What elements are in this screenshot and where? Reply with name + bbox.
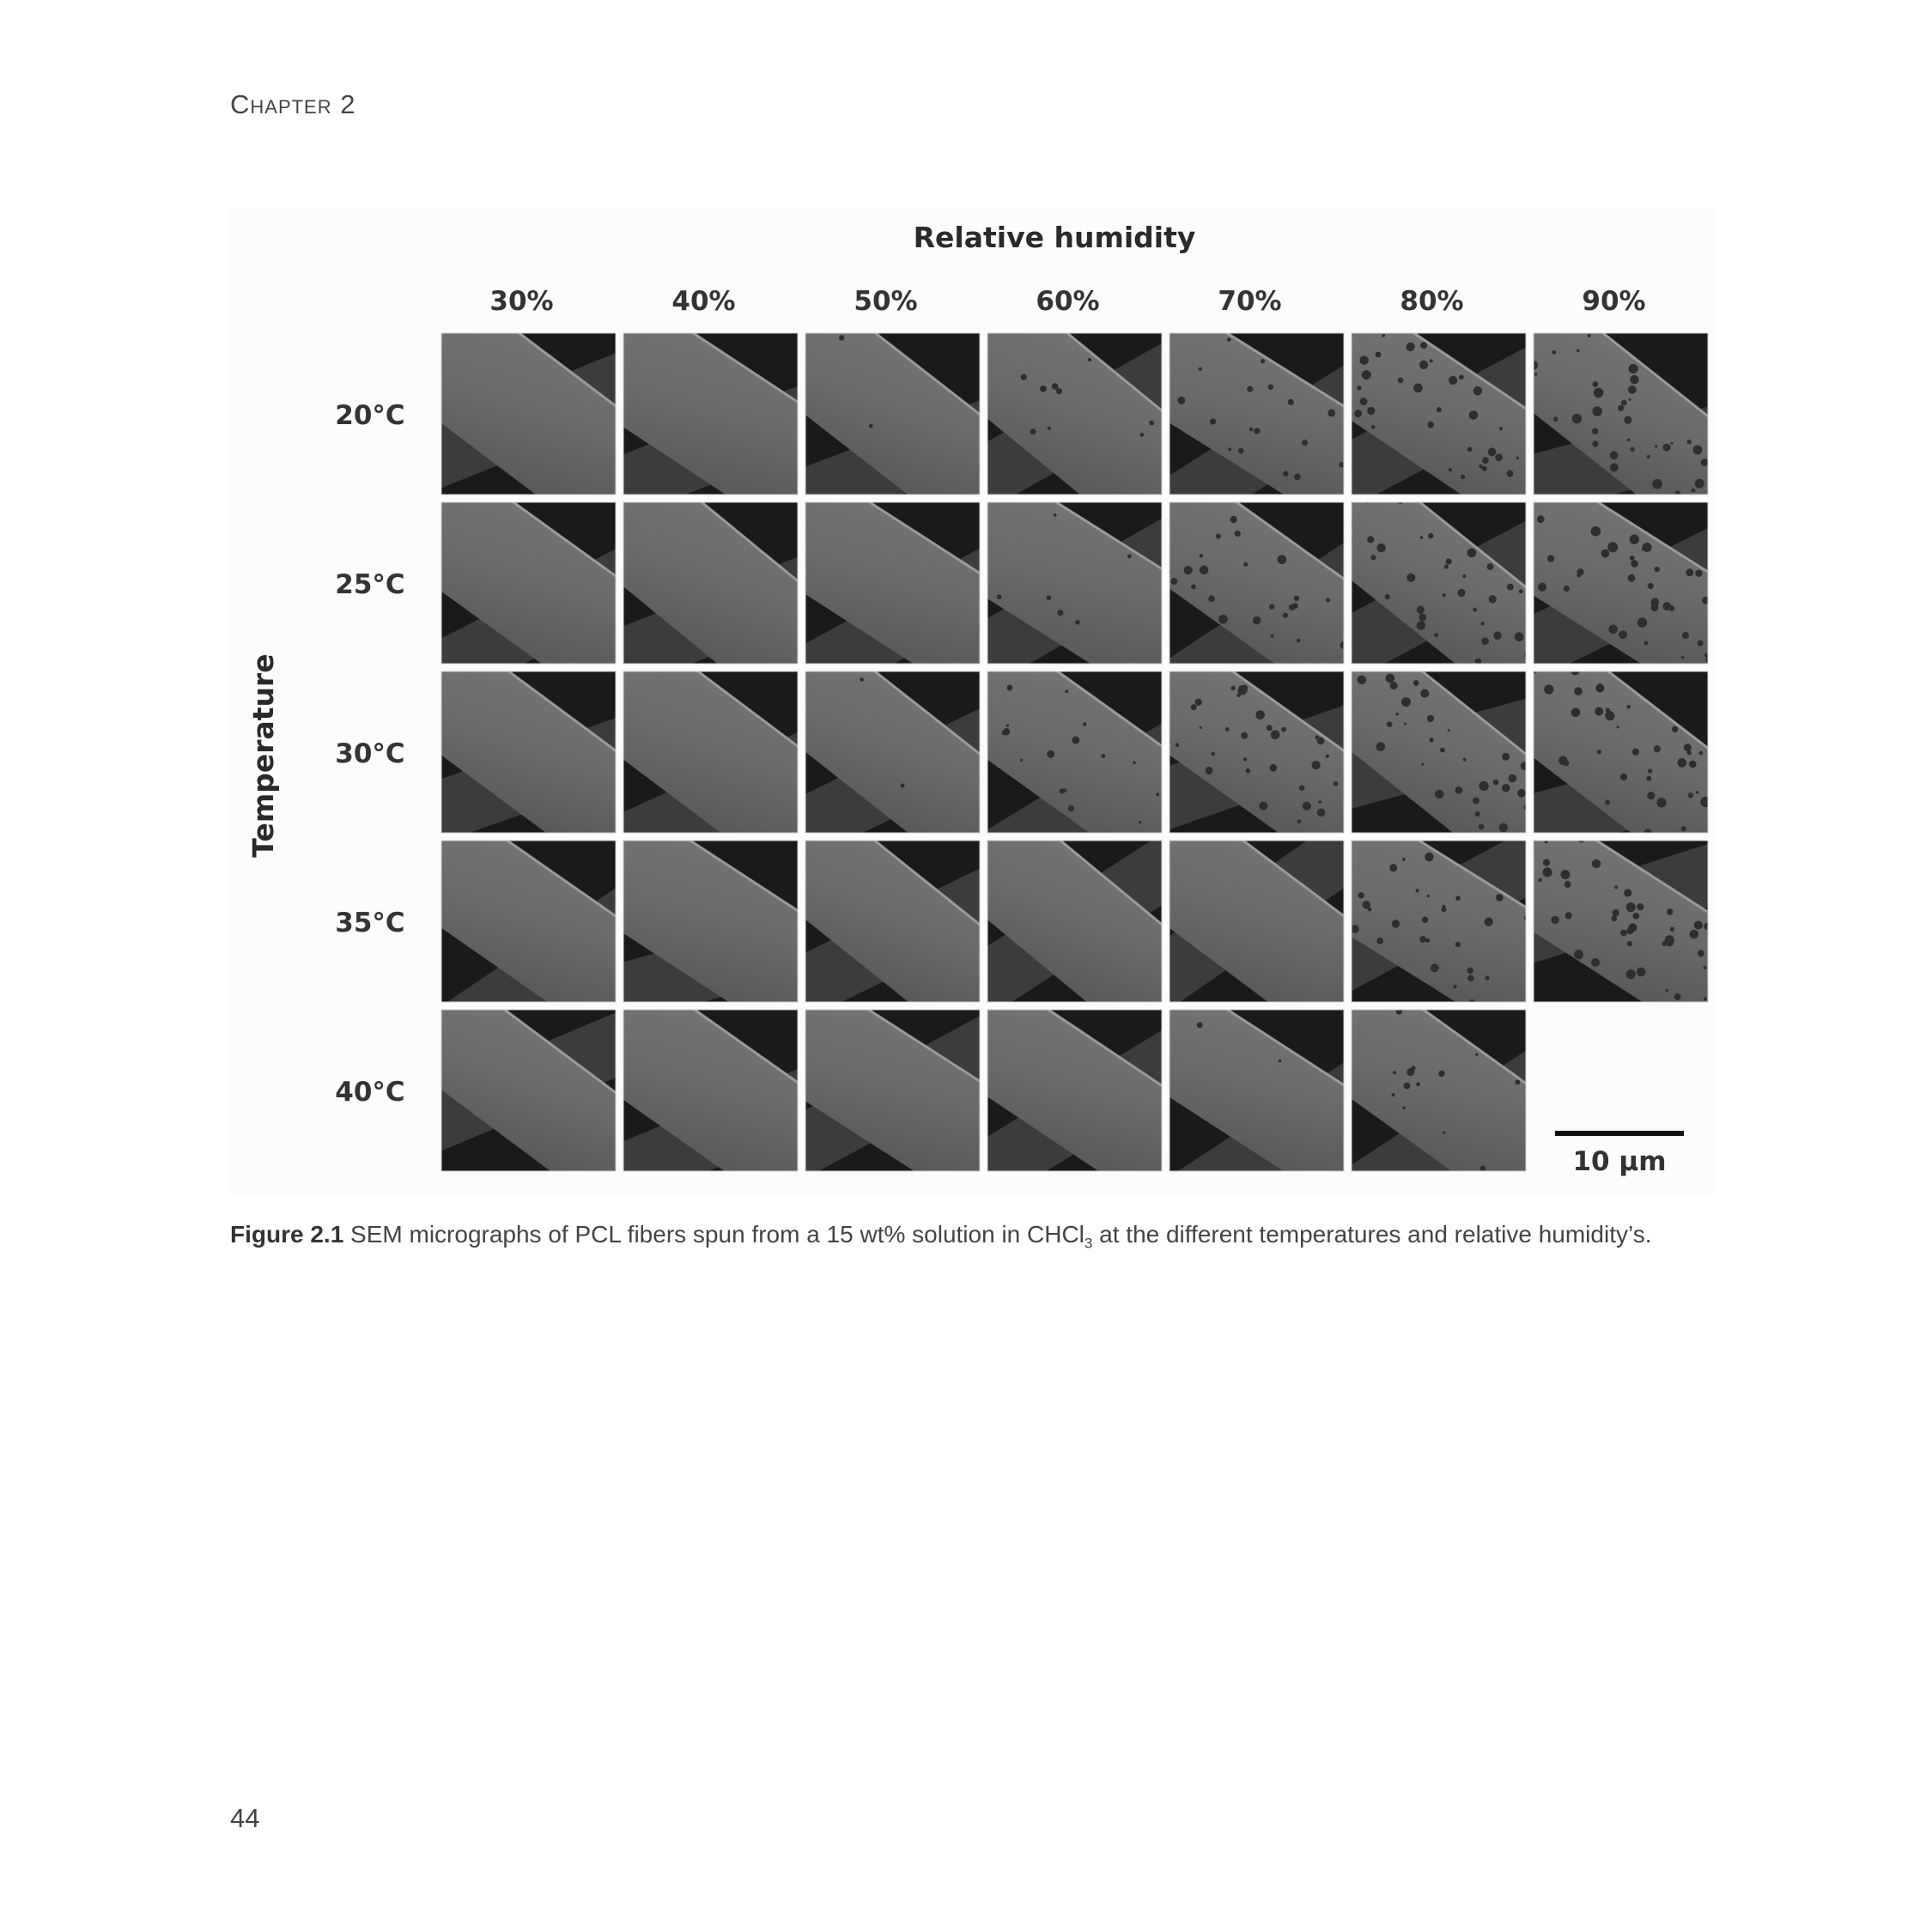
caption-subscript: 3 (1084, 1235, 1093, 1252)
row-label: 25°C (335, 569, 405, 600)
caption-text: SEM micrographs of PCL fibers spun from a 15 wt% solution in CHCl (343, 1221, 1084, 1248)
sem-figure (228, 208, 1714, 1195)
scale-bar (1555, 1133, 1684, 1177)
caption-label: Figure 2.1 (230, 1221, 344, 1248)
caption-text-end: at the different temperatures and relative humidity’s. (1092, 1221, 1652, 1248)
column-label: 90% (1582, 286, 1646, 317)
column-label: 40% (671, 286, 736, 317)
sem-micrograph-grid (228, 208, 1714, 1195)
running-header: Chapter 2 (230, 89, 356, 119)
row-axis-title: Temperature (246, 653, 280, 858)
row-label: 20°C (335, 400, 405, 431)
column-label: 60% (1036, 286, 1100, 317)
micrograph-panels (355, 259, 1714, 1195)
column-label: 50% (854, 286, 918, 317)
row-label: 40°C (335, 1077, 405, 1108)
page-number: 44 (230, 1803, 260, 1833)
row-labels (335, 400, 404, 1108)
column-label: 70% (1218, 286, 1282, 317)
column-axis-title: Relative humidity (913, 221, 1196, 254)
column-label: 30% (489, 286, 554, 317)
row-label: 35°C (335, 908, 405, 938)
figure-caption (230, 1219, 1724, 1260)
scale-bar-label: 10 µm (1572, 1146, 1667, 1177)
column-label: 80% (1400, 286, 1464, 317)
row-label: 30°C (335, 738, 405, 769)
column-labels (489, 286, 1645, 317)
